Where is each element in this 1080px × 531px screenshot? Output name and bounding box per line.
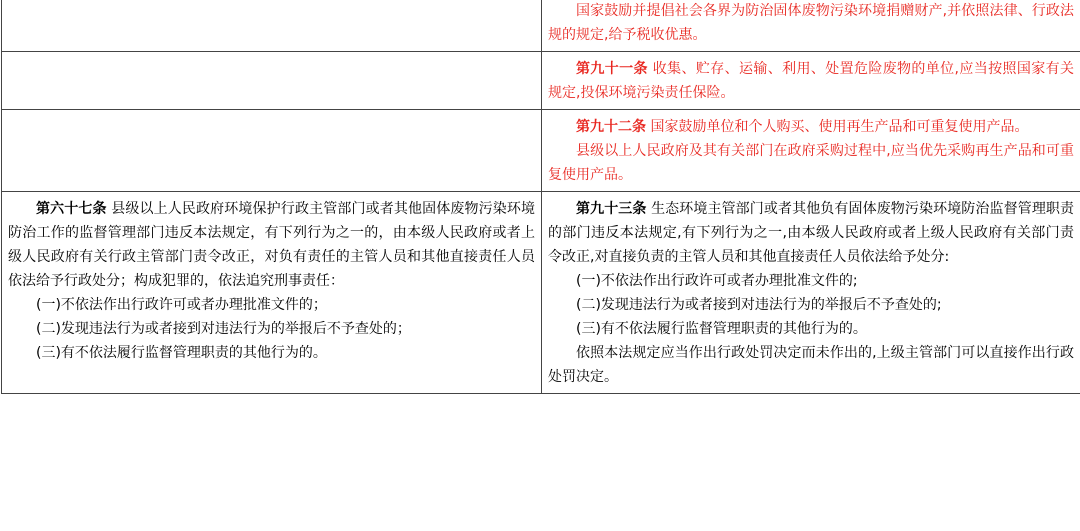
article-text: 国家鼓励单位和个人购买、使用再生产品和可重复使用产品。 <box>650 119 1029 135</box>
law-comparison-table <box>1 0 1080 394</box>
new-law-cell <box>542 192 1080 394</box>
paragraph: 县级以上人民政府及其有关部门在政府采购过程中,应当优先采购再生产品和可重复使用产品。 <box>548 143 1074 183</box>
article-text: 生态环境主管部门或者其他负有固体废物污染环境防治监督管理职责的部门违反本法规定,有下列行为之一,由本级人民政府或者上级人民政府有关部门责令改正,对直接负责的主管人员和其他直接责任人员依法给予处分: <box>548 201 1075 265</box>
list-item: (三)有不依法履行监督管理职责的其他行为的。 <box>36 345 327 361</box>
new-law-cell <box>542 110 1080 192</box>
paragraph <box>548 197 1074 269</box>
article-number: 第九十二条 <box>576 119 646 135</box>
old-law-cell <box>2 52 542 110</box>
new-law-cell <box>542 0 1080 52</box>
old-law-cell <box>2 110 542 192</box>
new-law-cell <box>542 52 1080 110</box>
article-text: 县级以上人民政府环境保护行政主管部门或者其他固体废物污染环境防治工作的监督管理部门违反本法规定，有下列行为之一的，由本级人民政府或者上级人民政府有关行政主管部门责令改正，对负有责任的主管人员和其他直接责任人员依法给予行政处分；构成犯罪的，依法追究刑事责任： <box>8 201 536 289</box>
table-row <box>2 192 1080 394</box>
list-item: (二)发现违法行为或者接到对违法行为的举报后不予查处的； <box>36 321 411 337</box>
paragraph <box>548 115 1074 139</box>
old-law-cell <box>2 0 542 52</box>
table-row <box>2 0 1080 52</box>
list-item: (一)不依法作出行政许可或者办理批准文件的; <box>576 273 858 289</box>
list-item: (一)不依法作出行政许可或者办理批准文件的； <box>36 297 327 313</box>
table-row <box>2 52 1080 110</box>
article-number: 第六十七条 <box>36 201 107 217</box>
table-row <box>2 110 1080 192</box>
article-number: 第九十三条 <box>576 201 647 217</box>
article-number: 第九十一条 <box>576 61 648 77</box>
list-item: (二)发现违法行为或者接到对违法行为的举报后不予查处的; <box>576 297 942 313</box>
article-text: 收集、贮存、运输、利用、处置危险废物的单位,应当按照国家有关规定,投保环境污染责任保险。 <box>548 61 1075 101</box>
paragraph: 依照本法规定应当作出行政处罚决定而未作出的,上级主管部门可以直接作出行政处罚决定。 <box>548 345 1074 385</box>
paragraph: 国家鼓励并提倡社会各界为防治固体废物污染环境捐赠财产,并依照法律、行政法规的规定,给予税收优惠。 <box>548 3 1074 43</box>
paragraph <box>8 197 535 293</box>
list-item: (三)有不依法履行监督管理职责的其他行为的。 <box>576 321 867 337</box>
old-law-cell <box>2 192 542 394</box>
paragraph <box>548 57 1074 105</box>
